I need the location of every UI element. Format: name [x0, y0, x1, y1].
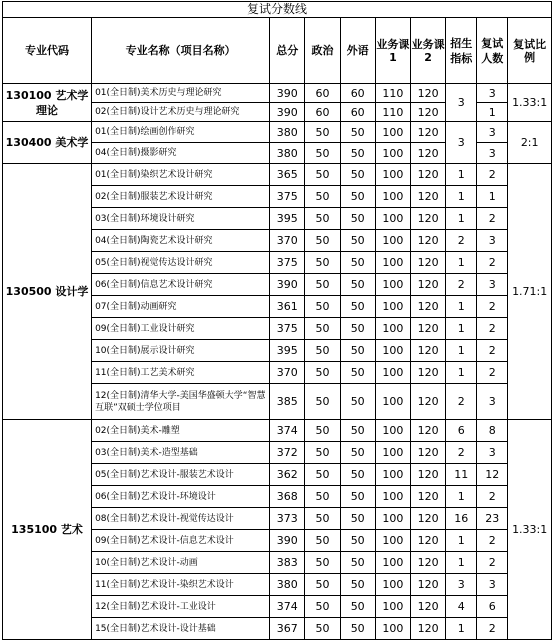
quota-cell: 3: [446, 122, 477, 164]
total-score-cell: 390: [270, 84, 305, 103]
total-score-cell: 374: [270, 596, 305, 618]
politics-score-cell: 50: [305, 252, 340, 274]
retest-ratio-cell: 1.71:1: [508, 164, 552, 420]
total-score-cell: 374: [270, 420, 305, 442]
course2-score-cell: 120: [411, 574, 446, 596]
program-name-cell: 06(全日制)艺术设计-环境设计: [92, 486, 270, 508]
course1-score-cell: 100: [375, 230, 410, 252]
retest-count-cell: 12: [477, 464, 508, 486]
quota-cell: 1: [446, 362, 477, 384]
politics-score-cell: 50: [305, 143, 340, 164]
total-score-cell: 375: [270, 186, 305, 208]
total-score-cell: 372: [270, 442, 305, 464]
total-score-cell: 380: [270, 122, 305, 143]
course1-score-cell: 100: [375, 464, 410, 486]
retest-ratio-cell: 2:1: [508, 122, 552, 164]
course2-score-cell: 120: [411, 362, 446, 384]
course1-score-cell: 100: [375, 340, 410, 362]
course2-score-cell: 120: [411, 208, 446, 230]
course1-score-cell: 100: [375, 486, 410, 508]
politics-score-cell: 50: [305, 618, 340, 640]
foreign-score-cell: 50: [340, 122, 375, 143]
retest-count-cell: 2: [477, 552, 508, 574]
table-body: [3, 84, 552, 640]
course2-score-cell: 120: [411, 143, 446, 164]
politics-score-cell: 60: [305, 103, 340, 122]
course1-score-cell: 100: [375, 122, 410, 143]
politics-score-cell: 50: [305, 230, 340, 252]
header-code: 专业代码: [3, 18, 92, 84]
cutoff-score-table: [2, 1, 552, 640]
retest-ratio-cell: 1.33:1: [508, 84, 552, 122]
foreign-score-cell: 50: [340, 186, 375, 208]
retest-count-cell: 3: [477, 84, 508, 103]
table-row: [3, 420, 552, 442]
total-score-cell: 373: [270, 508, 305, 530]
header-quota: 招生指标: [446, 18, 477, 84]
foreign-score-cell: 50: [340, 596, 375, 618]
quota-cell: 1: [446, 296, 477, 318]
course2-score-cell: 120: [411, 252, 446, 274]
table-row: [3, 84, 552, 103]
major-code-cell: 130500 设计学: [3, 164, 92, 420]
retest-count-cell: 3: [477, 230, 508, 252]
foreign-score-cell: 50: [340, 442, 375, 464]
program-name-cell: 12(全日制)清华大学-美国华盛顿大学“智慧互联”双硕士学位项目: [92, 384, 270, 420]
retest-count-cell: 3: [477, 384, 508, 420]
politics-score-cell: 50: [305, 530, 340, 552]
foreign-score-cell: 50: [340, 384, 375, 420]
politics-score-cell: 60: [305, 84, 340, 103]
course2-score-cell: 120: [411, 84, 446, 103]
politics-score-cell: 50: [305, 340, 340, 362]
total-score-cell: 390: [270, 103, 305, 122]
table-row: [3, 122, 552, 143]
program-name-cell: 06(全日制)信息艺术设计研究: [92, 274, 270, 296]
retest-count-cell: 3: [477, 442, 508, 464]
quota-cell: 2: [446, 274, 477, 296]
quota-cell: 1: [446, 530, 477, 552]
course1-score-cell: 100: [375, 274, 410, 296]
course2-score-cell: 120: [411, 486, 446, 508]
program-name-cell: 01(全日制)绘画创作研究: [92, 122, 270, 143]
foreign-score-cell: 50: [340, 340, 375, 362]
program-name-cell: 15(全日制)艺术设计-设计基础: [92, 618, 270, 640]
major-code-cell: 130100 艺术学理论: [3, 84, 92, 122]
quota-cell: 1: [446, 552, 477, 574]
foreign-score-cell: 50: [340, 574, 375, 596]
header-name: 专业名称（项目名称）: [92, 18, 270, 84]
course1-score-cell: 100: [375, 384, 410, 420]
program-name-cell: 11(全日制)艺术设计-染织艺术设计: [92, 574, 270, 596]
foreign-score-cell: 50: [340, 530, 375, 552]
total-score-cell: 361: [270, 296, 305, 318]
header-foreign: 外语: [340, 18, 375, 84]
program-name-cell: 11(全日制)工艺美术研究: [92, 362, 270, 384]
program-name-cell: 04(全日制)陶瓷艺术设计研究: [92, 230, 270, 252]
politics-score-cell: 50: [305, 384, 340, 420]
program-name-cell: 10(全日制)艺术设计-动画: [92, 552, 270, 574]
course1-score-cell: 100: [375, 508, 410, 530]
total-score-cell: 380: [270, 574, 305, 596]
quota-cell: 1: [446, 340, 477, 362]
total-score-cell: 383: [270, 552, 305, 574]
retest-count-cell: 2: [477, 318, 508, 340]
quota-cell: 16: [446, 508, 477, 530]
course2-score-cell: 120: [411, 274, 446, 296]
header-course2: 业务课2: [411, 18, 446, 84]
quota-cell: 1: [446, 252, 477, 274]
course1-score-cell: 100: [375, 420, 410, 442]
course2-score-cell: 120: [411, 296, 446, 318]
politics-score-cell: 50: [305, 296, 340, 318]
retest-count-cell: 3: [477, 122, 508, 143]
quota-cell: 1: [446, 318, 477, 340]
course1-score-cell: 100: [375, 318, 410, 340]
total-score-cell: 390: [270, 530, 305, 552]
course2-score-cell: 120: [411, 420, 446, 442]
foreign-score-cell: 50: [340, 552, 375, 574]
politics-score-cell: 50: [305, 318, 340, 340]
course1-score-cell: 100: [375, 186, 410, 208]
foreign-score-cell: 50: [340, 164, 375, 186]
course2-score-cell: 120: [411, 103, 446, 122]
total-score-cell: 365: [270, 164, 305, 186]
program-name-cell: 09(全日制)工业设计研究: [92, 318, 270, 340]
retest-count-cell: 3: [477, 574, 508, 596]
program-name-cell: 01(全日制)美术历史与理论研究: [92, 84, 270, 103]
course1-score-cell: 110: [375, 103, 410, 122]
retest-count-cell: 2: [477, 618, 508, 640]
quota-cell: 2: [446, 442, 477, 464]
politics-score-cell: 50: [305, 552, 340, 574]
course1-score-cell: 100: [375, 362, 410, 384]
foreign-score-cell: 60: [340, 103, 375, 122]
program-name-cell: 05(全日制)艺术设计-服装艺术设计: [92, 464, 270, 486]
retest-count-cell: 2: [477, 530, 508, 552]
foreign-score-cell: 50: [340, 252, 375, 274]
retest-count-cell: 6: [477, 596, 508, 618]
course2-score-cell: 120: [411, 552, 446, 574]
course1-score-cell: 110: [375, 84, 410, 103]
program-name-cell: 12(全日制)艺术设计-工业设计: [92, 596, 270, 618]
retest-count-cell: 2: [477, 164, 508, 186]
course1-score-cell: 100: [375, 596, 410, 618]
table-title: 复试分数线: [3, 2, 552, 18]
politics-score-cell: 50: [305, 574, 340, 596]
total-score-cell: 370: [270, 362, 305, 384]
retest-count-cell: 2: [477, 252, 508, 274]
retest-count-cell: 8: [477, 420, 508, 442]
program-name-cell: 03(全日制)环境设计研究: [92, 208, 270, 230]
quota-cell: 1: [446, 164, 477, 186]
program-name-cell: 10(全日制)展示设计研究: [92, 340, 270, 362]
retest-count-cell: 3: [477, 143, 508, 164]
program-name-cell: 09(全日制)艺术设计-信息艺术设计: [92, 530, 270, 552]
program-name-cell: 02(全日制)服装艺术设计研究: [92, 186, 270, 208]
foreign-score-cell: 50: [340, 464, 375, 486]
foreign-score-cell: 60: [340, 84, 375, 103]
quota-cell: 6: [446, 420, 477, 442]
retest-count-cell: 23: [477, 508, 508, 530]
quota-cell: 2: [446, 230, 477, 252]
program-name-cell: 05(全日制)视觉传达设计研究: [92, 252, 270, 274]
course2-score-cell: 120: [411, 384, 446, 420]
course1-score-cell: 100: [375, 618, 410, 640]
retest-count-cell: 2: [477, 296, 508, 318]
politics-score-cell: 50: [305, 164, 340, 186]
header-ratio: 复试比例: [508, 18, 552, 84]
course2-score-cell: 120: [411, 442, 446, 464]
politics-score-cell: 50: [305, 596, 340, 618]
total-score-cell: 385: [270, 384, 305, 420]
politics-score-cell: 50: [305, 442, 340, 464]
retest-count-cell: 1: [477, 186, 508, 208]
quota-cell: 3: [446, 84, 477, 122]
politics-score-cell: 50: [305, 186, 340, 208]
header-count: 复试人数: [477, 18, 508, 84]
total-score-cell: 395: [270, 340, 305, 362]
course2-score-cell: 120: [411, 340, 446, 362]
major-code-cell: 130400 美术学: [3, 122, 92, 164]
total-score-cell: 390: [270, 274, 305, 296]
foreign-score-cell: 50: [340, 230, 375, 252]
politics-score-cell: 50: [305, 208, 340, 230]
course1-score-cell: 100: [375, 252, 410, 274]
quota-cell: 2: [446, 384, 477, 420]
course2-score-cell: 120: [411, 318, 446, 340]
foreign-score-cell: 50: [340, 208, 375, 230]
course1-score-cell: 100: [375, 296, 410, 318]
foreign-score-cell: 50: [340, 486, 375, 508]
politics-score-cell: 50: [305, 274, 340, 296]
course2-score-cell: 120: [411, 618, 446, 640]
program-name-cell: 02(全日制)设计艺术历史与理论研究: [92, 103, 270, 122]
course2-score-cell: 120: [411, 464, 446, 486]
total-score-cell: 368: [270, 486, 305, 508]
program-name-cell: 01(全日制)染织艺术设计研究: [92, 164, 270, 186]
quota-cell: 1: [446, 186, 477, 208]
quota-cell: 1: [446, 208, 477, 230]
table-row: [3, 164, 552, 186]
retest-count-cell: 1: [477, 103, 508, 122]
course2-score-cell: 120: [411, 508, 446, 530]
program-name-cell: 03(全日制)美术-造型基础: [92, 442, 270, 464]
course1-score-cell: 100: [375, 442, 410, 464]
total-score-cell: 375: [270, 318, 305, 340]
foreign-score-cell: 50: [340, 508, 375, 530]
retest-count-cell: 2: [477, 340, 508, 362]
course2-score-cell: 120: [411, 596, 446, 618]
header-total: 总分: [270, 18, 305, 84]
retest-count-cell: 2: [477, 362, 508, 384]
total-score-cell: 370: [270, 230, 305, 252]
foreign-score-cell: 50: [340, 362, 375, 384]
program-name-cell: 08(全日制)艺术设计-视觉传达设计: [92, 508, 270, 530]
politics-score-cell: 50: [305, 486, 340, 508]
retest-ratio-cell: 1.33:1: [508, 420, 552, 640]
total-score-cell: 380: [270, 143, 305, 164]
foreign-score-cell: 50: [340, 618, 375, 640]
politics-score-cell: 50: [305, 362, 340, 384]
politics-score-cell: 50: [305, 464, 340, 486]
program-name-cell: 04(全日制)摄影研究: [92, 143, 270, 164]
course1-score-cell: 100: [375, 164, 410, 186]
course2-score-cell: 120: [411, 122, 446, 143]
total-score-cell: 375: [270, 252, 305, 274]
foreign-score-cell: 50: [340, 318, 375, 340]
politics-score-cell: 50: [305, 508, 340, 530]
course2-score-cell: 120: [411, 530, 446, 552]
header-course1: 业务课1: [375, 18, 410, 84]
course1-score-cell: 100: [375, 552, 410, 574]
quota-cell: 11: [446, 464, 477, 486]
program-name-cell: 02(全日制)美术-雕塑: [92, 420, 270, 442]
course2-score-cell: 120: [411, 230, 446, 252]
retest-count-cell: 2: [477, 208, 508, 230]
total-score-cell: 395: [270, 208, 305, 230]
header-politics: 政治: [305, 18, 340, 84]
course2-score-cell: 120: [411, 164, 446, 186]
course2-score-cell: 120: [411, 186, 446, 208]
quota-cell: 4: [446, 596, 477, 618]
course1-score-cell: 100: [375, 208, 410, 230]
course1-score-cell: 100: [375, 143, 410, 164]
major-code-cell: 135100 艺术: [3, 420, 92, 640]
course1-score-cell: 100: [375, 530, 410, 552]
course1-score-cell: 100: [375, 574, 410, 596]
retest-count-cell: 3: [477, 274, 508, 296]
program-name-cell: 07(全日制)动画研究: [92, 296, 270, 318]
foreign-score-cell: 50: [340, 420, 375, 442]
politics-score-cell: 50: [305, 122, 340, 143]
foreign-score-cell: 50: [340, 143, 375, 164]
total-score-cell: 367: [270, 618, 305, 640]
quota-cell: 1: [446, 618, 477, 640]
total-score-cell: 362: [270, 464, 305, 486]
quota-cell: 1: [446, 486, 477, 508]
retest-count-cell: 2: [477, 486, 508, 508]
politics-score-cell: 50: [305, 420, 340, 442]
foreign-score-cell: 50: [340, 296, 375, 318]
quota-cell: 3: [446, 574, 477, 596]
foreign-score-cell: 50: [340, 274, 375, 296]
